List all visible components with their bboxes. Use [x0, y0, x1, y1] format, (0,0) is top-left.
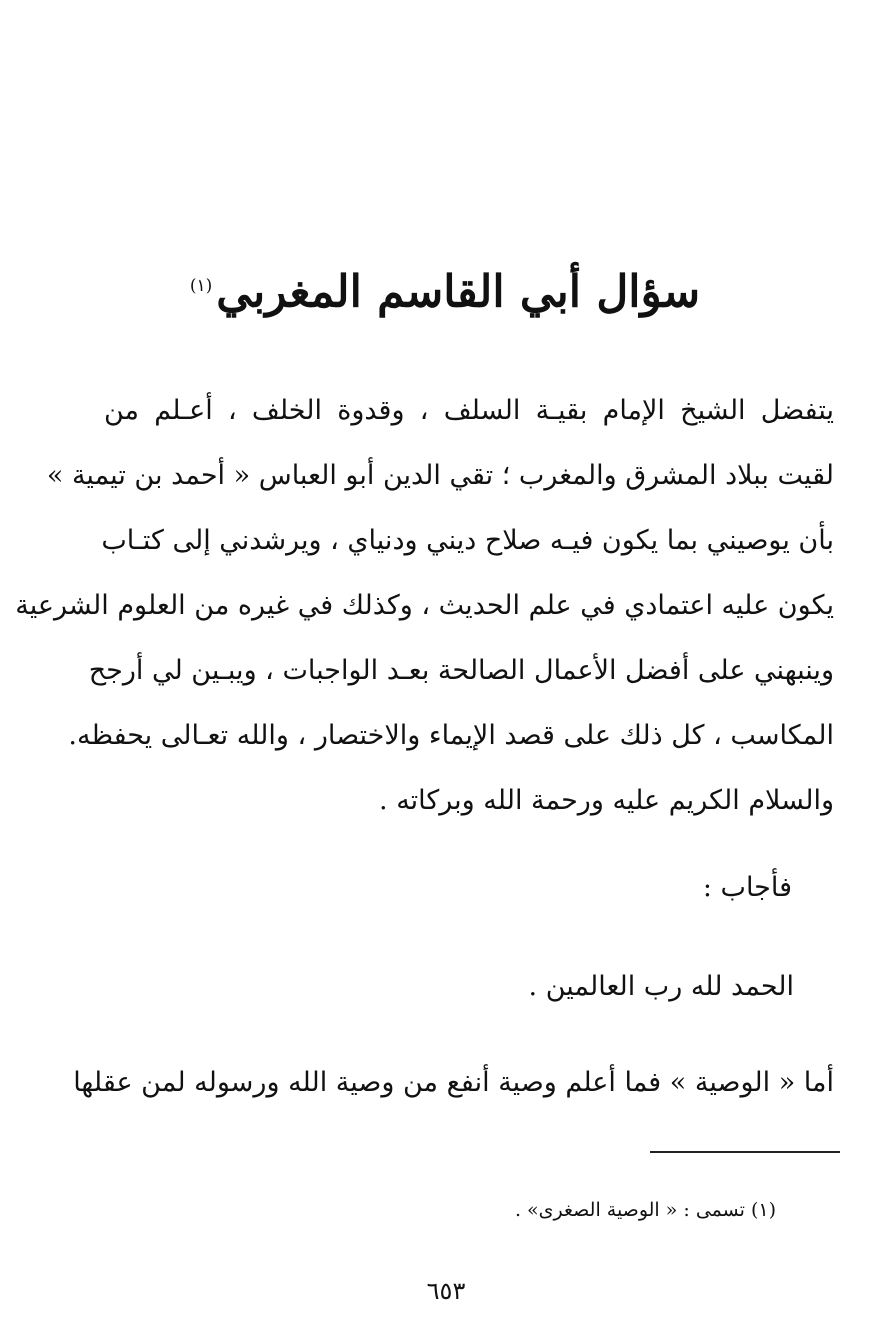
question-line-5: وينبهني على أفضل الأعمال الصالحة بعـد الواجبات ، ويبـين لي أرجح	[88, 655, 834, 686]
question-line-4: يكون عليه اعتمادي في علم الحديث ، وكذلك في غيره من العلوم الشرعية	[15, 590, 834, 621]
question-line-1: يتفضل الشيخ الإمام بقيـة السلف ، وقدوة الخلف ، أعـلم من	[104, 395, 834, 426]
footnote-marker: (١)	[189, 276, 213, 296]
footnote: (١) تسمى : « الوصية الصغرى» .	[514, 1199, 776, 1221]
chapter-title	[150, 246, 740, 333]
answer-first-line: أما « الوصية » فما أعلم وصية أنفع من وصية الله ورسوله لمن عقلها	[73, 1067, 834, 1098]
question-line-7: والسلام الكريم عليه ورحمة الله وبركاته .	[379, 785, 834, 816]
praise-line: الحمد لله رب العالمين .	[528, 971, 794, 1002]
question-line-6: المكاسب ، كل ذلك على قصد الإيماء والاختصار ، والله تعـالى يحفظه.	[68, 720, 834, 751]
footnote-divider	[650, 1151, 840, 1153]
question-paragraph	[15, 378, 834, 833]
answer-intro: فأجاب :	[702, 872, 792, 903]
question-line-3: بأن يوصيني بما يكون فيـه صلاح ديني ودنياي ، ويرشدني إلى كتـاب	[101, 525, 834, 556]
question-line-2: لقيت ببلاد المشرق والمغرب ؛ تقي الدين أبو العباس « أحمد بن تيمية »	[46, 460, 834, 491]
chapter-title-text: سؤال أبي القاسم المغربي	[216, 266, 701, 318]
page-number: ٦٥٣	[426, 1277, 466, 1305]
